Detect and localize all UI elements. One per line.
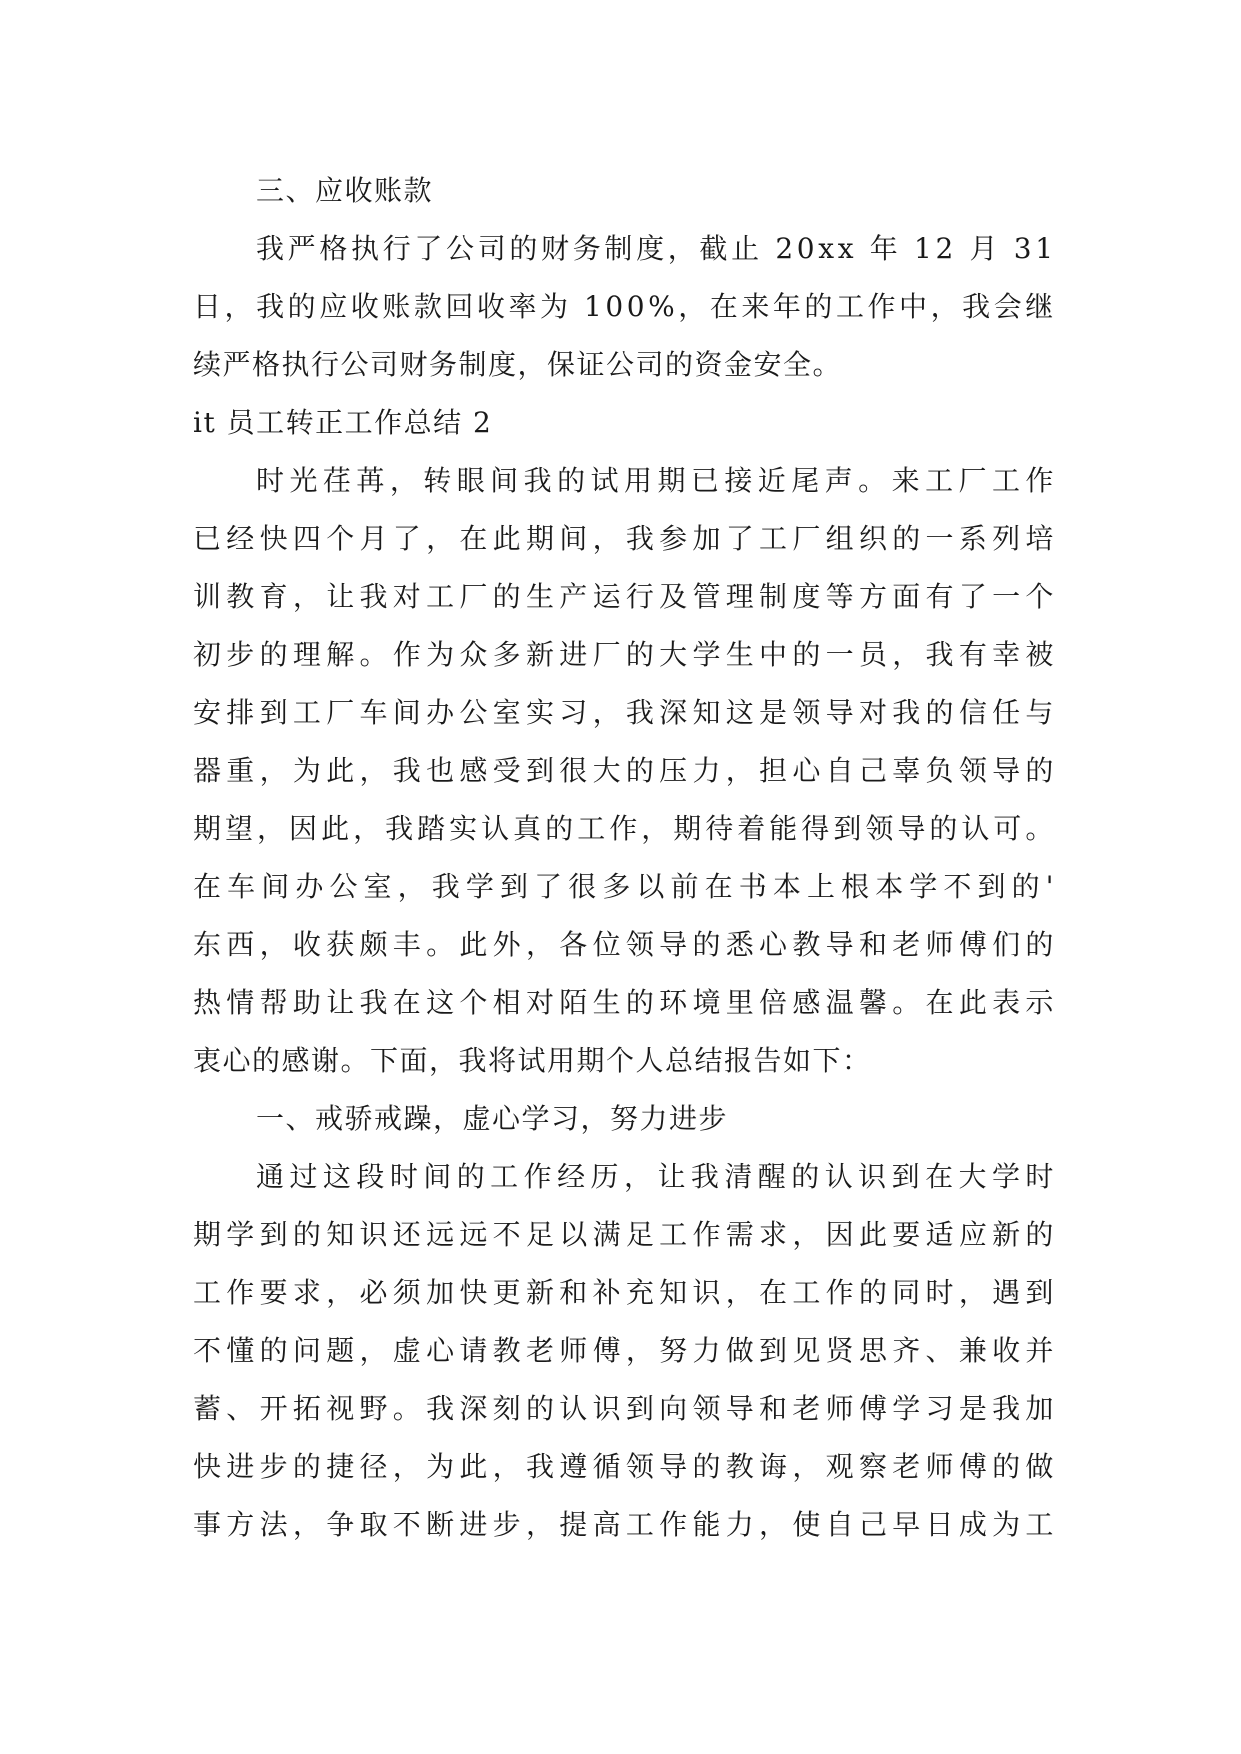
paragraph-line: 东 西 ， 收 获 颇 丰 。 此 外 ， 各 位 领 导 的 悉 心 教 导 和 老 师 傅 们 的	[193, 928, 1055, 961]
paragraph-line: 期 望 ， 因 此 ， 我 踏 实 认 真 的 工 作 ， 期 待 着 能 得 到 领 导 的 认 可 。	[193, 812, 1055, 845]
paragraph-line: 器 重 ， 为 此 ， 我 也 感 受 到 很 大 的 压 力 ， 担 心 自 己 辜 负 领 导 的	[193, 754, 1055, 787]
paragraph-line: 不 懂 的 问 题 ， 虚 心 请 教 老 师 傅 ， 努 力 做 到 见 贤 思 齐 、 兼 收 并	[193, 1334, 1055, 1367]
paragraph-line: 已 经 快 四 个 月 了 ， 在 此 期 间 ， 我 参 加 了 工 厂 组 织 的 一 系 列 培	[193, 522, 1055, 555]
paragraph-line: 通 过 这 段 时 间 的 工 作 经 历 ， 让 我 清 醒 的 认 识 到 在 大 学 时	[256, 1160, 1055, 1193]
paragraph-line: 续严格执行公司财务制度，保证公司的资金安全。	[193, 348, 843, 381]
document-body	[193, 162, 1055, 1554]
paragraph-line: 衷心的感谢。下面，我将试用期个人总结报告如下：	[193, 1044, 872, 1077]
paragraph-line: 日 ， 我 的 应 收 账 款 回 收 率 为 1 0 0 % ， 在 来 年 的 工 作 中 ， 我 会 继	[193, 290, 1055, 323]
paragraph-line: 安 排 到 工 厂 车 间 办 公 室 实 习 ， 我 深 知 这 是 领 导 对 我 的 信 任 与	[193, 696, 1055, 729]
paragraph-line: 训 教 育 ， 让 我 对 工 厂 的 生 产 运 行 及 管 理 制 度 等 方 面 有 了 一 个	[193, 580, 1055, 613]
paragraph-line: 事 方 法 ， 争 取 不 断 进 步 ， 提 高 工 作 能 力 ， 使 自 己 早 日 成 为 工	[193, 1508, 1055, 1541]
section-heading-learning: 一、戒骄戒躁，虚心学习，努力进步	[256, 1102, 729, 1135]
paragraph-line: 在 车 间 办 公 室 ， 我 学 到 了 很 多 以 前 在 书 本 上 根 本 学 不 到 的 '	[193, 870, 1055, 903]
paragraph-line: 时 光 荏 苒 ， 转 眼 间 我 的 试 用 期 已 接 近 尾 声 。 来 工 厂 工 作	[256, 464, 1055, 497]
paragraph-line: 初 步 的 理 解 。 作 为 众 多 新 进 厂 的 大 学 生 中 的 一 员 ， 我 有 幸 被	[193, 638, 1055, 671]
paragraph-line: 快 进 步 的 捷 径 ， 为 此 ， 我 遵 循 领 导 的 教 诲 ， 观 察 老 师 傅 的 做	[193, 1450, 1055, 1483]
document-title: it 员工转正工作总结 2	[193, 406, 493, 439]
paragraph-line: 热 情 帮 助 让 我 在 这 个 相 对 陌 生 的 环 境 里 倍 感 温 馨 。 在 此 表 示	[193, 986, 1055, 1019]
paragraph-line: 工 作 要 求 ， 必 须 加 快 更 新 和 补 充 知 识 ， 在 工 作 的 同 时 ， 遇 到	[193, 1276, 1055, 1309]
paragraph-line: 我 严 格 执 行 了 公 司 的 财 务 制 度 ， 截 止 2 0 x x 年 1 2 月 3 1	[256, 232, 1055, 265]
paragraph-line: 蓄 、 开 拓 视 野 。 我 深 刻 的 认 识 到 向 领 导 和 老 师 傅 学 习 是 我 加	[193, 1392, 1055, 1425]
paragraph-line: 期 学 到 的 知 识 还 远 远 不 足 以 满 足 工 作 需 求 ， 因 此 要 适 应 新 的	[193, 1218, 1055, 1251]
section-heading-receivables: 三、应收账款	[256, 174, 434, 207]
